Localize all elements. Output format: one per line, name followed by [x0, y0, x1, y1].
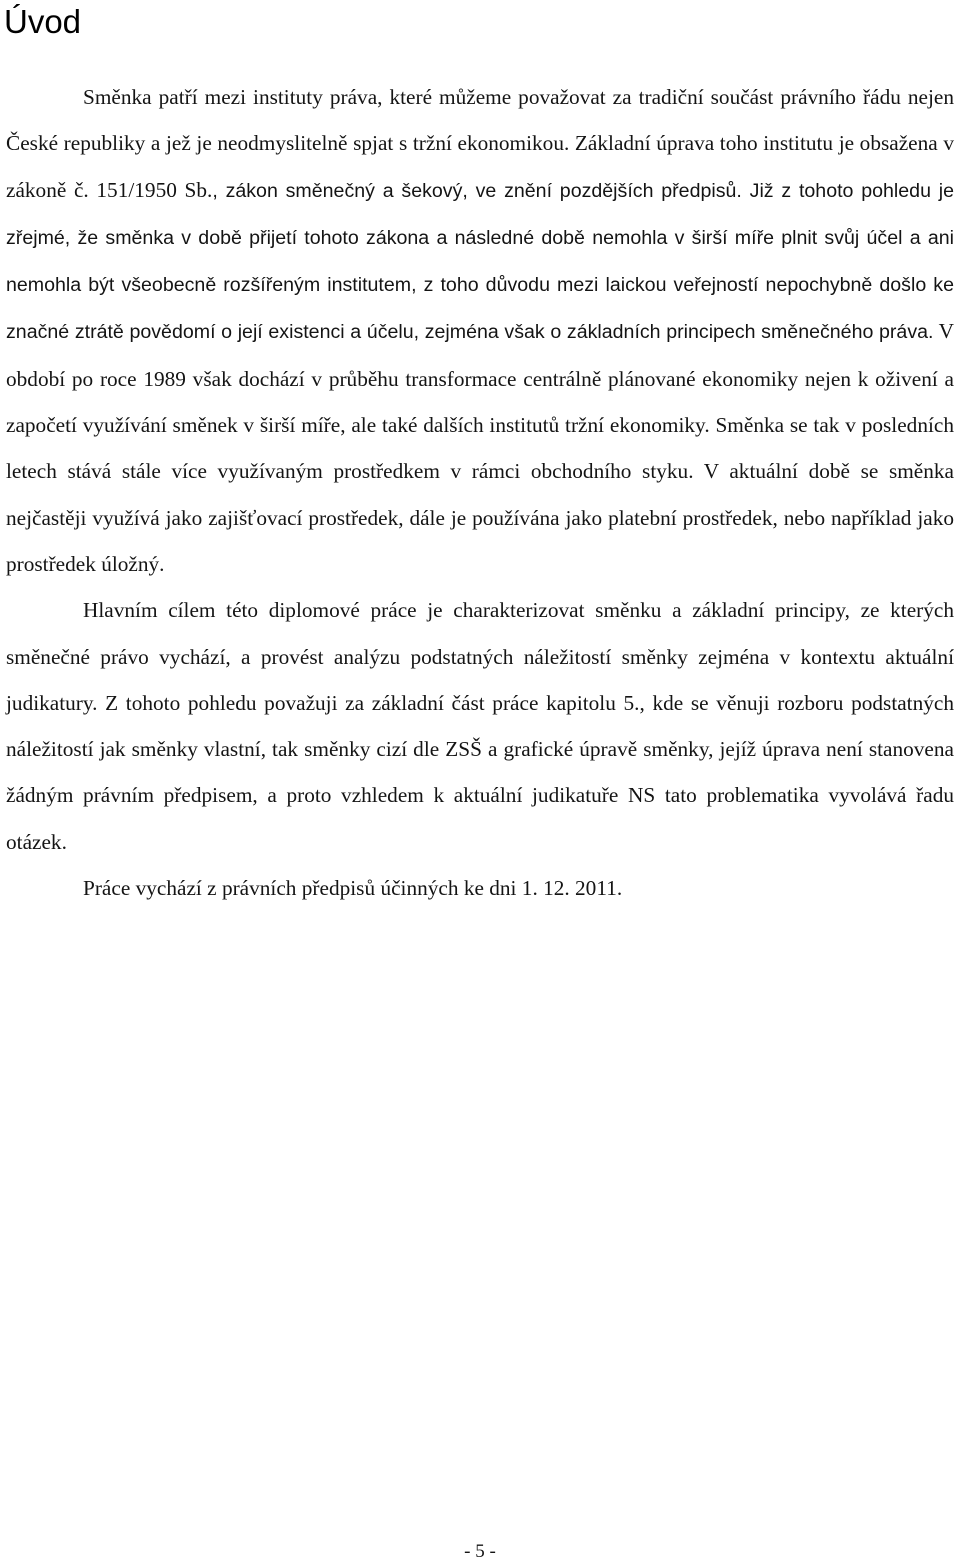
- paragraph-intro: [6, 74, 954, 587]
- paragraph-intro-part-2: , zákon směnečný a šekový, ve znění pozdějších předpisů.: [212, 179, 742, 202]
- paragraph-intro-part-4: V období po roce 1989 však dochází v průběhu transformace centrálně plánované ekonomiky nejen k oživení a započetí využívání směnek v širší míře, ale také dalších institutů tržní ekonomiky. Směnka se tak v posledních letech stává stále více využívaným prostředkem v rámci obchodního styku. V aktuální době se směnka nejčastěji využívá jako zajišťovací prostředek, dále je používána jako platební prostředek, nebo například jako prostředek úložný.: [6, 319, 955, 576]
- body-text: [6, 74, 954, 911]
- section-heading: Úvod: [4, 3, 82, 40]
- paragraph-intro-part-1: Směnka patří mezi instituty práva, které můžeme považovat za tradiční součást právního řádu nejen České republiky a jež je neodmyslitelně spjat s tržní ekonomikou. Základní úprava toho institutu je obsažena v zákoně č. 151/1950 Sb.: [6, 85, 954, 202]
- paragraph-date: Práce vychází z právních předpisů účinných ke dni 1. 12. 2011.: [83, 876, 623, 901]
- page-number: - 5 -: [464, 1541, 496, 1562]
- paragraph-aim: Hlavním cílem této diplomové práce je charakterizovat směnku a základní principy, ze kterých směnečné právo vychází, a provést analýzu podstatných náležitostí směnky zejména v kontextu aktuální judikatury. Z tohoto pohledu považuji za základní část práce kapitolu 5., kde se věnuji rozboru podstatných náležitostí jak směnky vlastní, tak směnky cizí dle ZSŠ a grafické úpravě směnky, jejíž úprava není stanovena žádným právním předpisem, a proto vzhledem k aktuální judikatuře NS tato problematika vyvolává řadu otázek.: [6, 598, 954, 854]
- paragraph-intro-part-3: Již z tohoto pohledu je zřejmé, že směnka v době přijetí tohoto zákona a následné době nemohla v širší míře plnit svůj účel a ani nemohla být všeobecně rozšířeným institutem, z toho důvodu mezi laickou veřejností nepochybně došlo ke značné ztrátě povědomí o její existenci a účelu, zejména však o základních principech směnečného práva.: [6, 179, 954, 344]
